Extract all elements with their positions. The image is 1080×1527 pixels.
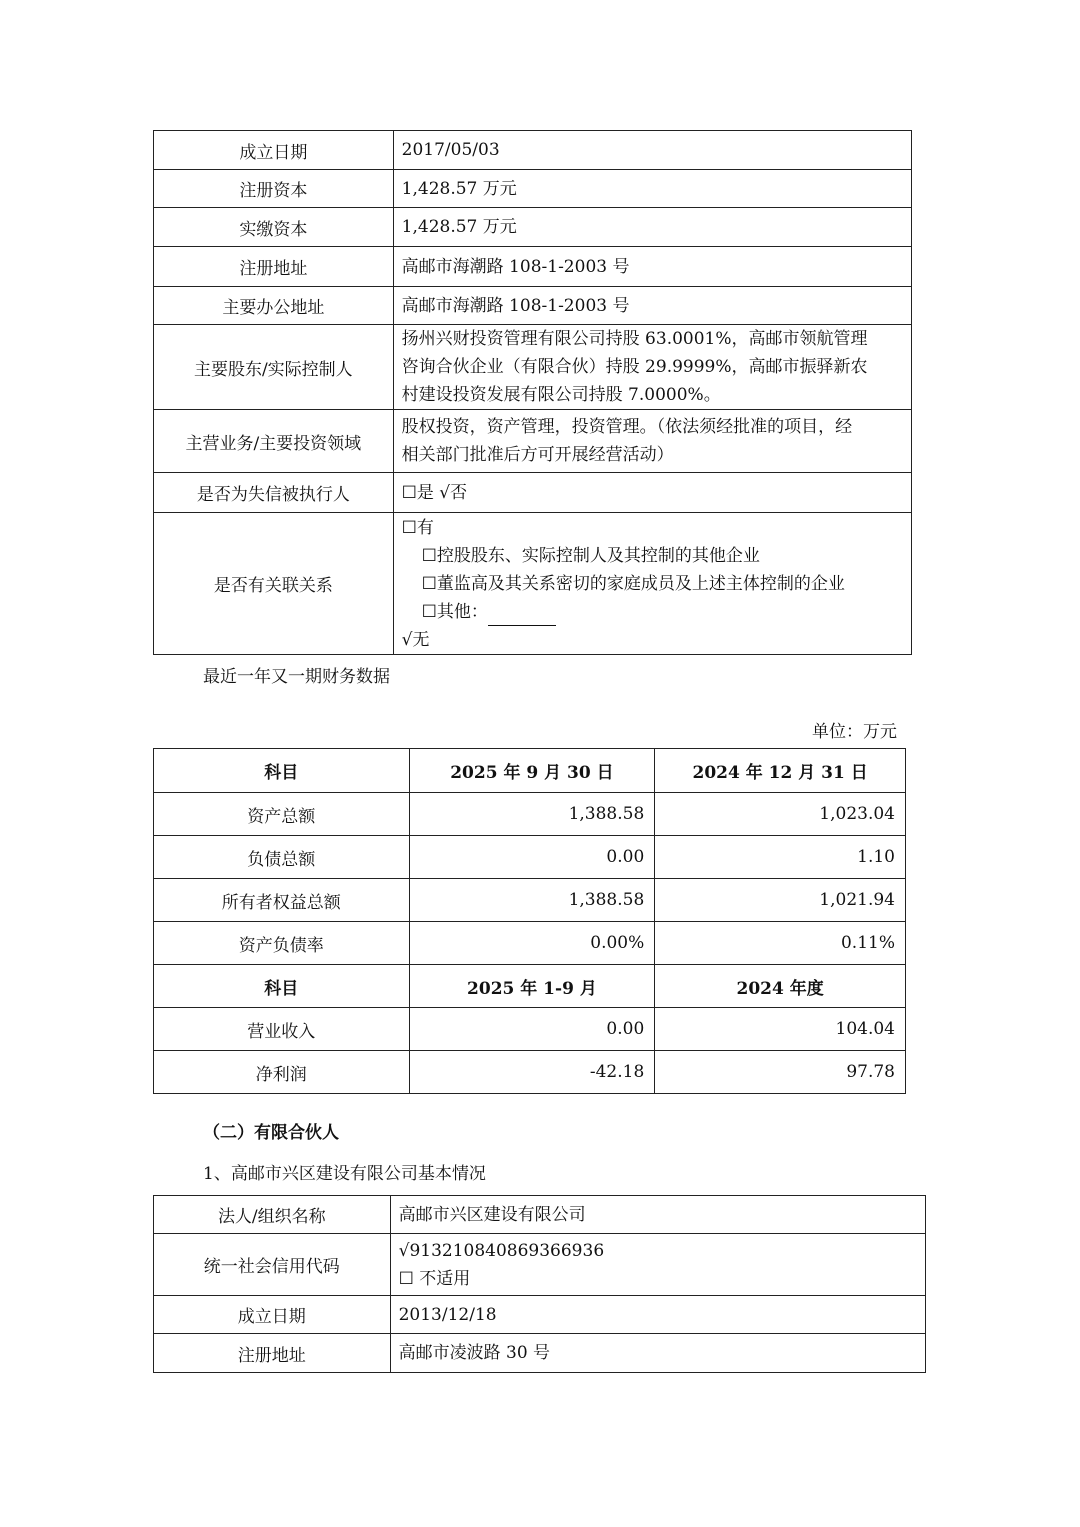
row-label: 是否有关联关系 [154,513,394,655]
column-header: 2025 年 9 月 30 日 [409,749,655,793]
table-row [154,473,912,513]
row-label: 成立日期 [154,131,394,170]
row-label: 主要办公地址 [154,287,394,325]
value-cell: 1,388.58 [409,879,655,922]
credit-code-value: √913210840869366936 [398,1240,605,1261]
business-line: 股权投资，资产管理，投资管理。（依法须经批准的项目，经 [401,417,853,437]
row-label: 注册资本 [154,170,394,208]
table-header-row [154,965,906,1008]
table-row [154,247,912,287]
value-cell: 0.11% [655,922,906,965]
row-value: 高邮市凌波路 30 号 [390,1334,925,1373]
not-applicable-option: ☐ 不适用 [398,1268,471,1289]
table-row [154,131,912,170]
row-label: 法人/组织名称 [154,1196,391,1234]
table-row [154,513,912,655]
column-header: 2025 年 1-9 月 [409,965,655,1008]
financial-table [153,748,906,1094]
value-cell: 1,021.94 [655,879,906,922]
row-value: 1,428.57 万元 [393,208,911,247]
table-row [154,836,906,879]
item-label: 资产负债率 [154,922,410,965]
business-cell [393,410,911,473]
table-row [154,287,912,325]
related-option-directors: ☐董监高及其关系密切的家庭成员及上述主体控制的企业 [421,573,845,594]
related-option-yes: ☐有 [401,517,434,538]
row-value: 2013/12/18 [390,1296,925,1334]
shareholder-line: 咨询合伙企业（有限合伙）持股 29.9999%，高邮市振驿新农 [401,357,868,377]
value-cell: 0.00% [409,922,655,965]
table-header-row [154,749,906,793]
table-row [154,208,912,247]
value-cell: 1,388.58 [409,793,655,836]
table-row [154,1196,926,1234]
table-row [154,922,906,965]
row-label: 是否为失信被执行人 [154,473,394,513]
value-cell: -42.18 [409,1051,655,1094]
row-label: 成立日期 [154,1296,391,1334]
related-option-other [402,598,903,626]
blank-fill-line [488,607,556,626]
row-label: 注册地址 [154,247,394,287]
row-label: 统一社会信用代码 [154,1234,391,1296]
sub-heading: 1、高邮市兴区建设有限公司基本情况 [203,1164,486,1184]
column-header: 2024 年度 [655,965,906,1008]
item-label: 负债总额 [154,836,410,879]
partner-info-table [153,1195,926,1373]
credit-code-cell [390,1234,925,1296]
value-cell: 97.78 [655,1051,906,1094]
table-row [154,170,912,208]
row-value: 高邮市海潮路 108-1-2003 号 [393,247,911,287]
column-header: 2024 年 12 月 31 日 [655,749,906,793]
business-line: 相关部门批准后方可开展经营活动） [401,445,674,465]
row-value: 1,428.57 万元 [393,170,911,208]
item-label: 营业收入 [154,1008,410,1051]
row-label: 主营业务/主要投资领域 [154,410,394,473]
table-row [154,325,912,410]
related-option-no: √无 [401,629,430,650]
table-row [154,1296,926,1334]
table-row [154,1234,926,1296]
table-row [154,1008,906,1051]
value-cell: 104.04 [655,1008,906,1051]
related-option-other-label: ☐其他： [421,601,488,622]
table-row [154,1051,906,1094]
shareholder-line: 村建设投资发展有限公司持股 7.0000%。 [401,385,721,405]
table-row [154,1334,926,1373]
row-label: 实缴资本 [154,208,394,247]
table-row [154,879,906,922]
table-row [154,410,912,473]
row-value: 高邮市海潮路 108-1-2003 号 [393,287,911,325]
shareholder-line: 扬州兴财投资管理有限公司持股 63.0001%，高邮市领航管理 [401,329,868,349]
value-cell: 1.10 [655,836,906,879]
value-cell: 0.00 [409,836,655,879]
row-label: 主要股东/实际控制人 [154,325,394,410]
column-header: 科目 [154,965,410,1008]
related-option-controller: ☐控股股东、实际控制人及其控制的其他企业 [421,545,760,566]
value-cell: 1,023.04 [655,793,906,836]
company-info-table [153,130,912,655]
financial-data-title: 最近一年又一期财务数据 [203,667,390,687]
column-header: 科目 [154,749,410,793]
item-label: 净利润 [154,1051,410,1094]
section-heading: （二）有限合伙人 [203,1123,339,1143]
row-value: 高邮市兴区建设有限公司 [390,1196,925,1234]
shareholders-cell [393,325,911,410]
row-label: 注册地址 [154,1334,391,1373]
row-value: 2017/05/03 [393,131,911,170]
item-label: 资产总额 [154,793,410,836]
item-label: 所有者权益总额 [154,879,410,922]
related-party-cell [393,513,911,655]
unit-label: 单位：万元 [812,722,897,742]
row-value: ☐是 √否 [393,473,911,513]
table-row [154,793,906,836]
value-cell: 0.00 [409,1008,655,1051]
